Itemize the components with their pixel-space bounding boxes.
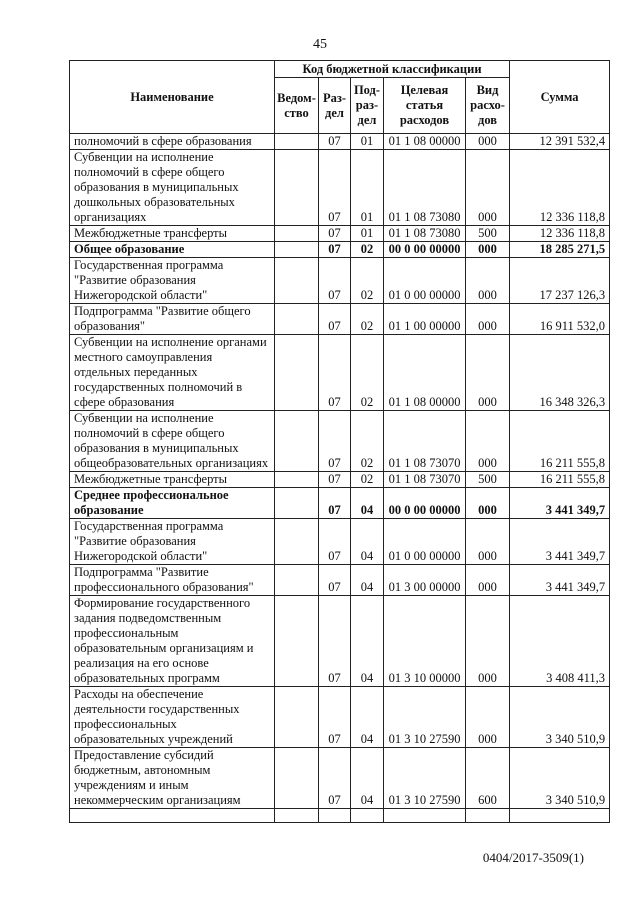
- row-vedomstvo: [275, 134, 319, 150]
- table-row-blank: [70, 809, 610, 823]
- row-name: Расходы на обеспечение деятельности государственных профессиональных образовательных учреждений: [70, 687, 275, 748]
- header-sum: Сумма: [510, 61, 610, 134]
- row-sum: 12 391 532,4: [510, 134, 610, 150]
- row-sum: 12 336 118,8: [510, 226, 610, 242]
- row-expense-type: 000: [466, 150, 510, 226]
- row-razdel: 07: [319, 748, 351, 809]
- row-sum: 3 441 349,7: [510, 565, 610, 596]
- table-row: [70, 242, 610, 258]
- row-vedomstvo: [275, 565, 319, 596]
- row-name: Предоставление субсидий бюджетным, автономным учреждениям и иным некоммерческим организациям: [70, 748, 275, 809]
- row-sum: 3 340 510,9: [510, 748, 610, 809]
- table-row: [70, 150, 610, 226]
- row-name: Субвенции на исполнение органами местного самоуправления отдельных переданных государственных полномочий в сфере образования: [70, 335, 275, 411]
- empty-cell: [351, 809, 384, 823]
- row-podrazdel: 02: [351, 258, 384, 304]
- row-razdel: 07: [319, 472, 351, 488]
- document-code: 0404/2017-3509(1): [482, 850, 584, 865]
- row-target-article: 01 1 08 00000: [384, 335, 466, 411]
- row-expense-type: 000: [466, 258, 510, 304]
- table-row: [70, 134, 610, 150]
- empty-cell: [510, 809, 610, 823]
- row-expense-type: 000: [466, 596, 510, 687]
- row-vedomstvo: [275, 596, 319, 687]
- row-sum: 18 285 271,5: [510, 242, 610, 258]
- row-target-article: 00 0 00 00000: [384, 488, 466, 519]
- row-podrazdel: 02: [351, 304, 384, 335]
- row-razdel: 07: [319, 134, 351, 150]
- row-name: Среднее профессиональное образование: [70, 488, 275, 519]
- row-vedomstvo: [275, 150, 319, 226]
- row-podrazdel: 02: [351, 335, 384, 411]
- row-podrazdel: 02: [351, 242, 384, 258]
- empty-cell: [384, 809, 466, 823]
- row-expense-type: 500: [466, 472, 510, 488]
- empty-cell: [275, 809, 319, 823]
- header-target-article: Целевая статья расходов: [384, 78, 466, 134]
- row-name: Формирование государственного задания подведомственным профессиональным образовательным организациям и реализация на его основе образовательных программ: [70, 596, 275, 687]
- row-podrazdel: 04: [351, 748, 384, 809]
- row-vedomstvo: [275, 258, 319, 304]
- header-podrazdel: Под- раз- дел: [351, 78, 384, 134]
- row-expense-type: 000: [466, 519, 510, 565]
- row-razdel: 07: [319, 242, 351, 258]
- header-expense-type: Вид расхо- дов: [466, 78, 510, 134]
- row-expense-type: 000: [466, 488, 510, 519]
- header-code-group: Код бюджетной классификации: [275, 61, 510, 78]
- row-podrazdel: 04: [351, 565, 384, 596]
- row-vedomstvo: [275, 687, 319, 748]
- row-expense-type: 000: [466, 134, 510, 150]
- row-sum: 12 336 118,8: [510, 150, 610, 226]
- row-podrazdel: 02: [351, 411, 384, 472]
- row-vedomstvo: [275, 472, 319, 488]
- row-target-article: 01 3 10 27590: [384, 748, 466, 809]
- empty-cell: [319, 809, 351, 823]
- table-row: [70, 304, 610, 335]
- row-expense-type: 000: [466, 565, 510, 596]
- row-razdel: 07: [319, 304, 351, 335]
- row-razdel: 07: [319, 687, 351, 748]
- header-vedomstvo: Ведом- ство: [275, 78, 319, 134]
- header-razdel: Раз- дел: [319, 78, 351, 134]
- row-sum: 3 408 411,3: [510, 596, 610, 687]
- row-target-article: 01 1 08 73080: [384, 226, 466, 242]
- row-podrazdel: 01: [351, 134, 384, 150]
- row-name: Государственная программа "Развитие образования Нижегородской области": [70, 258, 275, 304]
- row-target-article: 01 1 08 73070: [384, 411, 466, 472]
- row-expense-type: 600: [466, 748, 510, 809]
- row-razdel: 07: [319, 258, 351, 304]
- row-expense-type: 000: [466, 687, 510, 748]
- row-sum: 16 348 326,3: [510, 335, 610, 411]
- table-row: [70, 565, 610, 596]
- row-sum: 16 911 532,0: [510, 304, 610, 335]
- table-row: [70, 472, 610, 488]
- row-podrazdel: 01: [351, 226, 384, 242]
- row-podrazdel: 04: [351, 488, 384, 519]
- row-expense-type: 000: [466, 411, 510, 472]
- budget-table: [69, 60, 610, 823]
- row-target-article: 01 1 08 00000: [384, 134, 466, 150]
- table-row: [70, 258, 610, 304]
- row-expense-type: 000: [466, 335, 510, 411]
- row-sum: 16 211 555,8: [510, 472, 610, 488]
- row-target-article: 01 3 10 00000: [384, 596, 466, 687]
- table-row: [70, 488, 610, 519]
- row-razdel: 07: [319, 565, 351, 596]
- row-razdel: 07: [319, 226, 351, 242]
- table-row: [70, 519, 610, 565]
- row-podrazdel: 04: [351, 596, 384, 687]
- row-razdel: 07: [319, 488, 351, 519]
- header-name: Наименование: [70, 61, 275, 134]
- row-sum: 17 237 126,3: [510, 258, 610, 304]
- row-razdel: 07: [319, 150, 351, 226]
- row-target-article: 01 1 00 00000: [384, 304, 466, 335]
- row-name: Подпрограмма "Развитие общего образования": [70, 304, 275, 335]
- row-vedomstvo: [275, 748, 319, 809]
- row-razdel: 07: [319, 411, 351, 472]
- row-name: Межбюджетные трансферты: [70, 472, 275, 488]
- row-vedomstvo: [275, 335, 319, 411]
- row-expense-type: 500: [466, 226, 510, 242]
- row-name: Государственная программа "Развитие образования Нижегородской области": [70, 519, 275, 565]
- row-sum: 3 441 349,7: [510, 488, 610, 519]
- row-vedomstvo: [275, 519, 319, 565]
- row-podrazdel: 02: [351, 472, 384, 488]
- row-sum: 16 211 555,8: [510, 411, 610, 472]
- row-name: полномочий в сфере образования: [70, 134, 275, 150]
- row-razdel: 07: [319, 335, 351, 411]
- table-row: [70, 335, 610, 411]
- row-target-article: 01 0 00 00000: [384, 258, 466, 304]
- table-row: [70, 411, 610, 472]
- row-expense-type: 000: [466, 304, 510, 335]
- row-sum: 3 441 349,7: [510, 519, 610, 565]
- row-name: Межбюджетные трансферты: [70, 226, 275, 242]
- row-target-article: 01 1 08 73070: [384, 472, 466, 488]
- table-row: [70, 226, 610, 242]
- row-podrazdel: 01: [351, 150, 384, 226]
- empty-cell: [466, 809, 510, 823]
- table-row: [70, 596, 610, 687]
- row-expense-type: 000: [466, 242, 510, 258]
- row-vedomstvo: [275, 304, 319, 335]
- empty-cell: [70, 809, 275, 823]
- row-razdel: 07: [319, 596, 351, 687]
- table-row: [70, 687, 610, 748]
- row-target-article: 01 3 10 27590: [384, 687, 466, 748]
- row-target-article: 01 1 08 73080: [384, 150, 466, 226]
- row-vedomstvo: [275, 411, 319, 472]
- row-target-article: 01 3 00 00000: [384, 565, 466, 596]
- row-vedomstvo: [275, 226, 319, 242]
- row-name: Субвенции на исполнение полномочий в сфере общего образования в муниципальных дошкольных образовательных организациях: [70, 150, 275, 226]
- table-row: [70, 748, 610, 809]
- row-vedomstvo: [275, 242, 319, 258]
- row-name: Подпрограмма "Развитие профессионального образования": [70, 565, 275, 596]
- row-target-article: 01 0 00 00000: [384, 519, 466, 565]
- row-podrazdel: 04: [351, 519, 384, 565]
- row-target-article: 00 0 00 00000: [384, 242, 466, 258]
- table-body: [70, 134, 610, 823]
- row-name: Общее образование: [70, 242, 275, 258]
- row-razdel: 07: [319, 519, 351, 565]
- row-podrazdel: 04: [351, 687, 384, 748]
- page-number: 45: [313, 37, 327, 52]
- row-name: Субвенции на исполнение полномочий в сфере общего образования в муниципальных общеобразовательных организациях: [70, 411, 275, 472]
- row-sum: 3 340 510,9: [510, 687, 610, 748]
- row-vedomstvo: [275, 488, 319, 519]
